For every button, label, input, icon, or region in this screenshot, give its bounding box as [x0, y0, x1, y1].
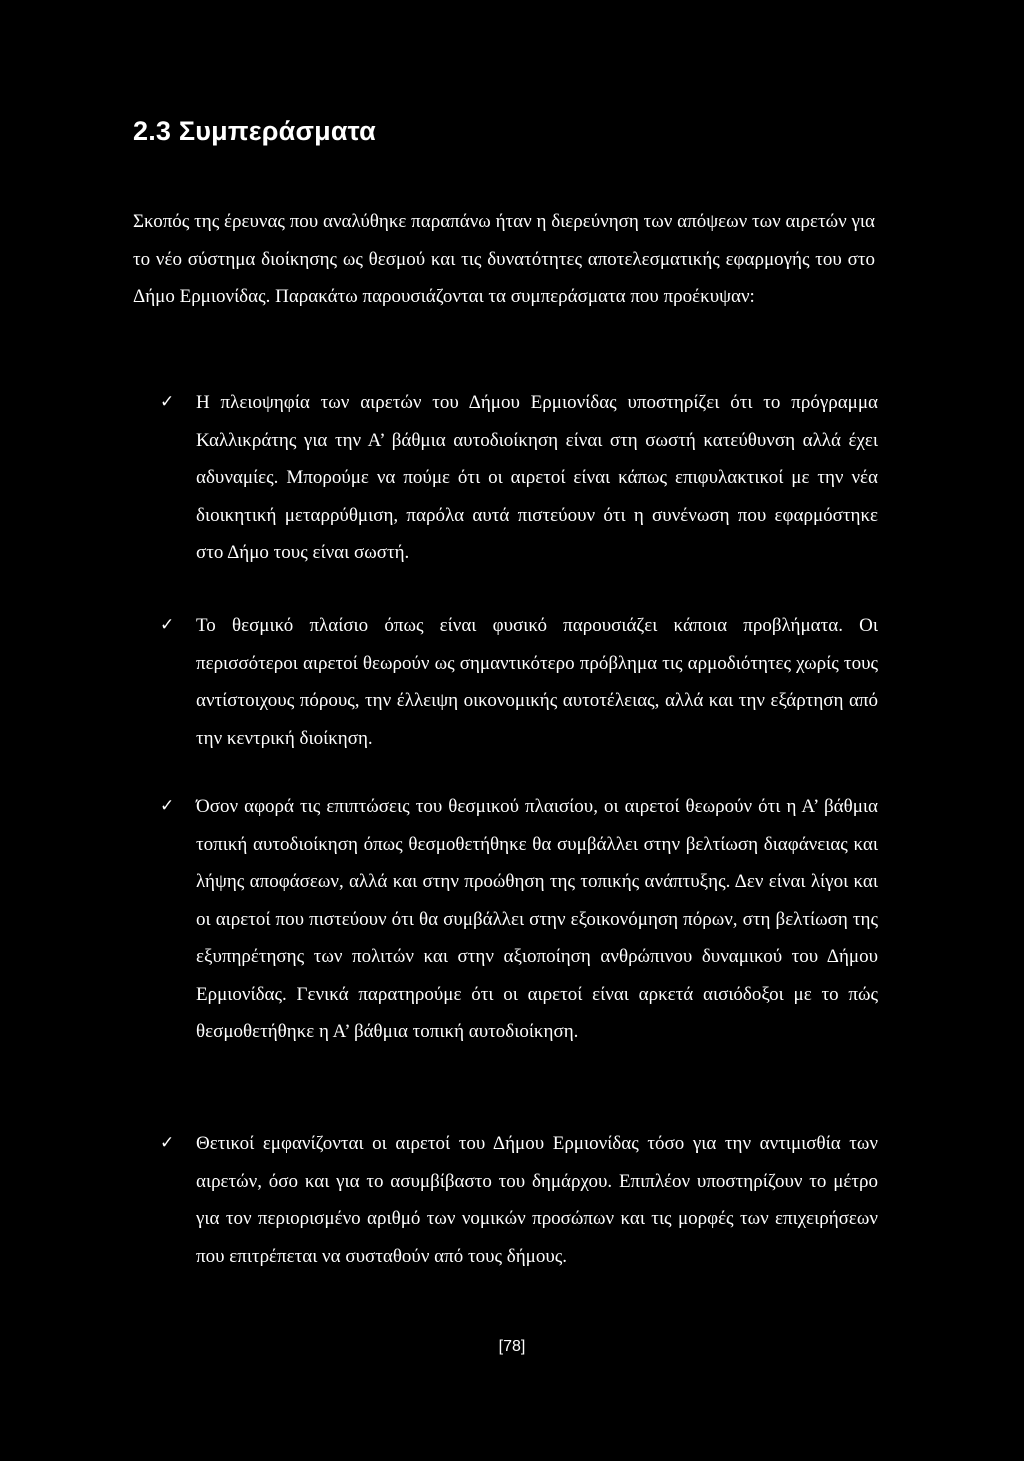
section-heading: 2.3 Συμπεράσματα: [133, 116, 376, 146]
checkmark-icon: ✓: [160, 1133, 175, 1153]
bullet-text: Θετικοί εμφανίζονται οι αιρετοί του Δήμου Ερμιονίδας τόσο για την αντιμισθία των αιρετών, όσο και για το ασυμβίβαστο του δημάρχου. Επιπλέον υποστηρίζουν το μέτρο για τον περιορισμένο αριθμό των νομικών προσώπων και τις μορφές των επιχειρήσεων που επιτρέπεται να συσταθούν από τους δήμους.: [196, 1133, 878, 1267]
intro-paragraph: Σκοπός της έρευνας που αναλύθηκε παραπάνω ήταν η διερεύνηση των απόψεων των αιρετών για το νέο σύστημα διοίκησης ως θεσμού και τις δυνατότητες αποτελεσματικής εφαρμογής του στο Δήμο Ερμιονίδας. Παρακάτω παρουσιάζονται τα συμπεράσματα που προέκυψαν:: [133, 211, 875, 307]
bullet-item: [160, 607, 878, 757]
checkmark-icon: ✓: [160, 796, 175, 816]
page-number: [78]: [498, 1338, 526, 1355]
bullet-text: Όσον αφορά τις επιπτώσεις του θεσμικού πλαισίου, οι αιρετοί θεωρούν ότι η Α’ βάθμια τοπική αυτοδιοίκηση όπως θεσμοθετήθηκε θα συμβάλλει στην βελτίωση διαφάνειας και λήψης αποφάσεων, αλλά και στην προώθηση της τοπικής ανάπτυξης. Δεν είναι λίγοι και οι αιρετοί που πιστεύουν ότι θα συμβάλλει στην εξοικονόμηση πόρων, στη βελτίωση της εξυπηρέτησης των πολιτών και στην αξιοποίηση ανθρώπινου δυναμικού του Δήμου Ερμιονίδας. Γενικά παρατηρούμε ότι οι αιρετοί είναι αρκετά αισιόδοξοι με το πώς θεσμοθετήθηκε η Α’ βάθμια τοπική αυτοδιοίκηση.: [196, 796, 878, 1042]
checkmark-icon: ✓: [160, 392, 175, 412]
bullet-item: [160, 788, 878, 1051]
bullet-text: Το θεσμικό πλαίσιο όπως είναι φυσικό παρουσιάζει κάποια προβλήματα. Οι περισσότεροι αιρετοί θεωρούν ως σημαντικότερο πρόβλημα τις αρμοδιότητες χωρίς τους αντίστοιχους πόρους, την έλλειψη οικονομικής αυτοτέλειας, αλλά και την εξάρτηση από την κεντρική διοίκηση.: [196, 615, 878, 749]
checkmark-icon: ✓: [160, 615, 175, 635]
bullet-item: [160, 1125, 878, 1275]
bullet-item: [160, 384, 878, 572]
bullet-text: Η πλειοψηφία των αιρετών του Δήμου Ερμιονίδας υποστηρίζει ότι το πρόγραμμα Καλλικράτης για την Α’ βάθμια αυτοδιοίκηση είναι στη σωστή κατεύθυνση αλλά έχει αδυναμίες. Μπορούμε να πούμε ότι οι αιρετοί είναι κάπως επιφυλακτικοί με την νέα διοικητική μεταρρύθμιση, παρόλα αυτά πιστεύουν ότι η συνένωση που εφαρμόστηκε στο Δήμο τους είναι σωστή.: [196, 392, 878, 563]
